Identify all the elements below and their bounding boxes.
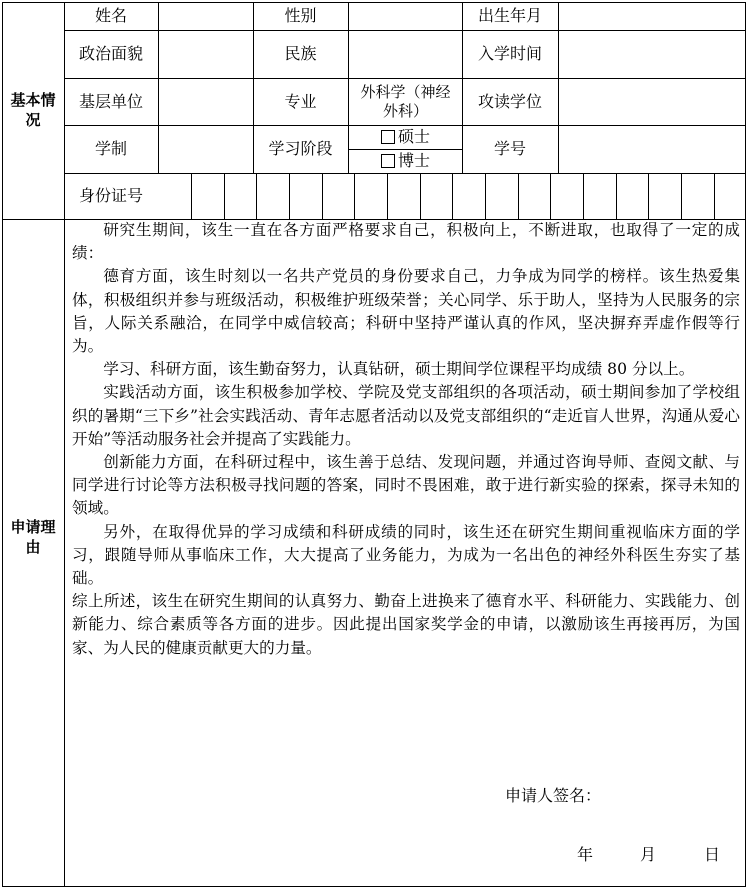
rule [224, 173, 225, 220]
name-label: 姓名 [94, 6, 127, 25]
checkbox-icon[interactable] [381, 130, 395, 144]
reason-paragraph: 德育方面，该生时刻以一名共产党员的身份要求自己，力争成为同学的榜样。该生热爱集体，积极组织并参与班级活动，积极维护班级荣誉；关心同学、乐于助人，坚持为人民服务的宗旨，人际关系融洽，在同学中威信较高；科研中坚持严谨认真的作风，坚决摒弃弄虚作假等行为。 [72, 267, 740, 356]
degree-field[interactable] [559, 78, 745, 125]
degree-label: 攻读学位 [477, 91, 542, 111]
reason-text [72, 219, 740, 660]
rule [387, 173, 388, 220]
id-card-label: 身份证号 [78, 186, 143, 205]
reason-paragraph: 综上所述，该生在研究生期间的认真努力、勤奋上进换来了德育水平、科研能力、实践能力、创新能力、综合素质等各方面的进步。因此提出国家奖学金的申请，以激励该生再接再厉，为国家、为人民的健康贡献更大的力量。 [72, 592, 740, 657]
reason-paragraph: 另外，在取得优异的学习成绩和科研成绩的同时，该生还在研究生期间重视临床方面的学习，跟随导师从事临床工作，大大提高了业务能力，为成为一名出色的神经外科医生夯实了基础。 [72, 522, 740, 588]
ethnicity-label: 民族 [284, 44, 317, 63]
system-label: 学制 [94, 139, 127, 158]
day-label: 日 [704, 845, 721, 864]
rule [322, 173, 323, 220]
stage-option-master[interactable] [349, 125, 462, 149]
reason-paragraph: 创新能力方面，在科研过程中，该生善于总结、发现问题，并通过咨询导师、查阅文献、与同学进行讨论等方法积极寻找问题的答案，同时不畏困难，敢于进行新实验的探索，探寻未知的领域。 [72, 453, 740, 518]
rule [289, 173, 290, 220]
reason-section-title: 申请理由 [10, 518, 56, 556]
rule [681, 173, 682, 220]
rule [616, 173, 617, 220]
basic-section-title: 基本情况 [10, 91, 56, 129]
rule [550, 173, 551, 220]
stage-option-doctor[interactable] [349, 149, 462, 173]
political-label: 政治面貌 [78, 44, 143, 63]
rule [648, 173, 649, 220]
rule [64, 173, 746, 174]
major-label: 专业 [284, 91, 317, 111]
unit-field[interactable] [159, 78, 253, 125]
political-field[interactable] [159, 30, 253, 78]
rule [2, 886, 746, 887]
birth-label: 出生年月 [477, 6, 542, 25]
student-id-field[interactable] [559, 125, 745, 173]
rule [354, 173, 355, 220]
stage-option-master-label: 硕士 [397, 127, 430, 146]
rule [2, 2, 3, 887]
rule [191, 173, 192, 220]
signature-label: 申请人签名： [505, 786, 602, 805]
name-field[interactable] [159, 2, 253, 30]
rule [518, 173, 519, 220]
year-label: 年 [577, 845, 594, 864]
reason-paragraph: 实践活动方面，该生积极参加学校、学院及党支部组织的各项活动，硕士期间参加了学校组织的暑期“三下乡”社会实践活动、青年志愿者活动以及党支部组织的“走近盲人世界，沟通从爱心开始”等活动服务社会并提高了实践能力。 [72, 383, 740, 448]
month-label: 月 [640, 845, 657, 864]
stage-label: 学习阶段 [268, 139, 333, 158]
rule [420, 173, 421, 220]
rule [452, 173, 453, 220]
enroll-label: 入学时间 [477, 44, 542, 63]
gender-label: 性别 [284, 6, 317, 25]
enroll-field[interactable] [559, 30, 745, 78]
reason-paragraph: 学习、科研方面，该生勤奋努力，认真钻研，硕士期间学位课程平均成绩 80 分以上。 [103, 360, 695, 379]
reason-paragraph: 研究生期间，该生一直在各方面严格要求自己，积极向上，不断进取，也取得了一定的成绩： [72, 221, 740, 263]
rule [714, 173, 715, 220]
gender-field[interactable] [349, 2, 462, 30]
unit-label: 基层单位 [78, 91, 143, 111]
major-field[interactable]: 外科学（神经外科） [360, 82, 451, 120]
ethnicity-field[interactable] [349, 30, 462, 78]
student-id-label: 学号 [493, 139, 526, 158]
rule [485, 173, 486, 220]
system-field[interactable] [159, 125, 253, 173]
rule [256, 173, 257, 220]
birth-field[interactable] [559, 2, 745, 30]
rule [745, 2, 746, 887]
stage-option-doctor-label: 博士 [397, 151, 430, 170]
rule [583, 173, 584, 220]
checkbox-icon[interactable] [381, 154, 395, 168]
